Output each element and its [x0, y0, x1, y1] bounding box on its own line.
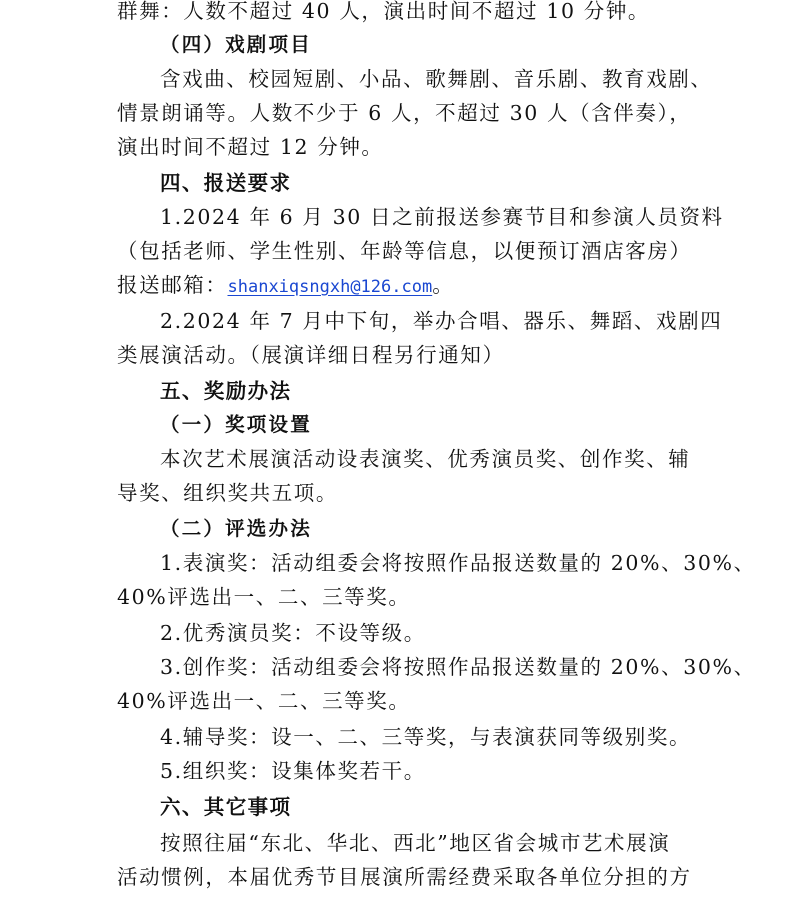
- text-line-other-2: 活动惯例，本届优秀节目展演所需经费采取各单位分担的方: [117, 865, 692, 889]
- email-label: 报送邮箱：: [117, 273, 228, 297]
- text-line-award-list-1: 本次艺术展演活动设表演奖、优秀演员奖、创作奖、辅: [160, 447, 691, 471]
- text-line-email: [117, 268, 677, 302]
- text-line-coach-award: 4.辅导奖：设一、二、三等奖，与表演获同等级别奖。: [160, 725, 692, 749]
- text-line-info-note: （包括老师、学生性别、年龄等信息，以便预订酒店客房）: [117, 239, 692, 263]
- text-line-organization-award: 5.组织奖：设集体奖若干。: [160, 759, 426, 783]
- text-line-drama-time: 演出时间不超过 12 分钟。: [117, 135, 384, 159]
- text-line-deadline: 1.2024 年 6 月 30 日之前报送参赛节目和参演人员资料: [160, 205, 724, 229]
- text-line-drama-types: 含戏曲、校园短剧、小品、歌舞剧、音乐剧、教育戏剧、: [160, 67, 713, 91]
- heading-submission-requirements: 四、报送要求: [160, 171, 292, 195]
- heading-award-settings: （一）奖项设置: [160, 413, 312, 436]
- email-suffix: 。: [432, 273, 455, 297]
- email-link[interactable]: shanxiqsngxh@126.com: [227, 277, 433, 297]
- text-line-actor-award: 2.优秀演员奖：不设等级。: [160, 621, 426, 645]
- text-line-drama-people: 情景朗诵等。人数不少于 6 人，不超过 30 人（含伴奏），: [117, 101, 692, 125]
- text-line-performance-award-2: 40%评选出一、二、三等奖。: [117, 585, 411, 609]
- heading-awards: 五、奖励办法: [160, 379, 292, 403]
- heading-drama-project: （四）戏剧项目: [160, 33, 312, 56]
- text-line-award-list-2: 导奖、组织奖共五项。: [117, 481, 338, 505]
- text-line-creation-award-2: 40%评选出一、二、三等奖。: [117, 689, 411, 713]
- text-line-group-dance: 群舞：人数不超过 40 人，演出时间不超过 10 分钟。: [117, 0, 651, 23]
- text-line-event-note: 类展演活动。（展演详细日程另行通知）: [117, 343, 505, 367]
- heading-other-matters: 六、其它事项: [160, 795, 292, 819]
- text-line-event-date: 2.2024 年 7 月中下旬，举办合唱、器乐、舞蹈、戏剧四: [160, 309, 723, 333]
- text-line-other-1: 按照往届“东北、华北、西北”地区省会城市艺术展演: [160, 831, 671, 855]
- text-line-creation-award: 3.创作奖：活动组委会将按照作品报送数量的 20%、30%、: [160, 655, 756, 679]
- heading-selection-method: （二）评选办法: [160, 517, 312, 540]
- text-line-performance-award: 1.表演奖：活动组委会将按照作品报送数量的 20%、30%、: [160, 551, 756, 575]
